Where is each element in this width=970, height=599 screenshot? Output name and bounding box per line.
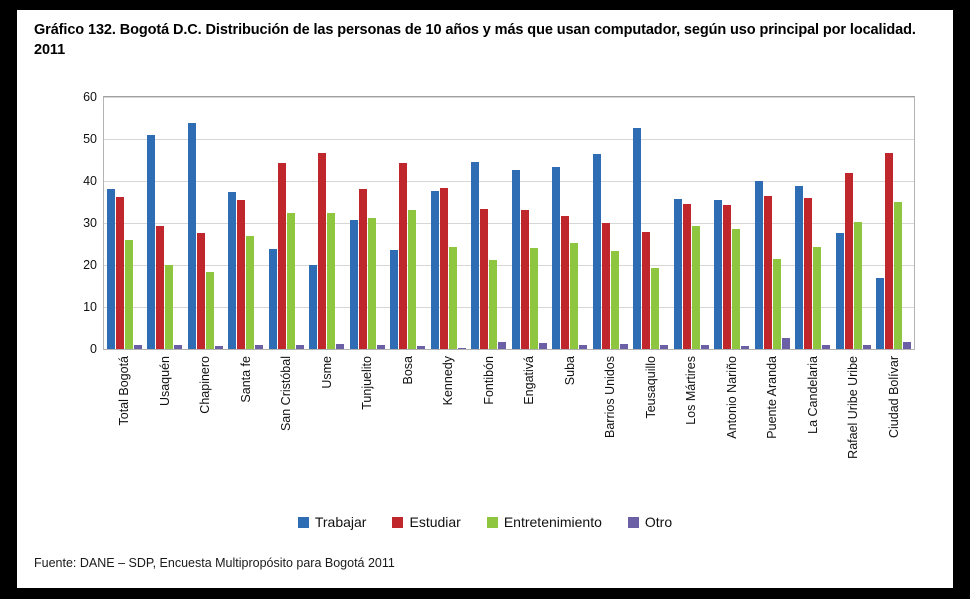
y-axis-tick-label: 30 xyxy=(83,216,97,230)
x-axis-category xyxy=(509,354,550,514)
x-axis-category xyxy=(185,354,226,514)
y-axis-tick-label: 60 xyxy=(83,90,97,104)
bar xyxy=(512,170,520,349)
x-axis-tick-label: Antonio Nariño xyxy=(724,356,739,439)
x-axis-category xyxy=(752,354,793,514)
x-axis-tick-label: Usme xyxy=(319,356,334,389)
bar xyxy=(440,188,448,349)
x-axis-tick-label: Fontibón xyxy=(481,356,496,405)
bar-chart xyxy=(45,82,925,544)
legend-label: Otro xyxy=(644,514,673,530)
bar xyxy=(701,345,709,349)
page-title: Gráfico 132. Bogotá D.C. Distribución de las personas de 10 años y más que usan computador, según uso principal por localidad. 2011 xyxy=(34,22,916,58)
bar-group xyxy=(509,97,550,349)
bar-group xyxy=(428,97,469,349)
x-axis-tick-label: Ciudad Bolívar xyxy=(886,356,901,438)
bar xyxy=(845,173,853,349)
bar xyxy=(741,346,749,349)
bar xyxy=(449,247,457,349)
x-axis-tick-label: Total Bogotá xyxy=(117,356,132,426)
legend-item[interactable] xyxy=(487,514,602,530)
bar xyxy=(539,343,547,349)
bar xyxy=(822,345,830,349)
bar-group xyxy=(793,97,834,349)
bar-group xyxy=(712,97,753,349)
bar xyxy=(552,167,560,349)
bar-group xyxy=(550,97,591,349)
bar xyxy=(498,342,506,349)
y-axis-tick-label: 40 xyxy=(83,174,97,188)
bar xyxy=(377,345,385,349)
x-axis-category xyxy=(104,354,145,514)
bar xyxy=(431,191,439,349)
bar-group xyxy=(833,97,874,349)
bar xyxy=(651,268,659,349)
bar xyxy=(642,232,650,349)
bar-group xyxy=(145,97,186,349)
bar xyxy=(836,233,844,349)
bar xyxy=(206,272,214,349)
bar xyxy=(611,251,619,349)
bar xyxy=(350,220,358,349)
bar xyxy=(156,226,164,349)
legend-label: Entretenimiento xyxy=(503,514,602,530)
bar xyxy=(327,213,335,349)
chart-card xyxy=(17,10,953,588)
x-axis-category xyxy=(833,354,874,514)
x-axis-tick-label: Teusaquillo xyxy=(643,356,658,419)
bar xyxy=(530,248,538,349)
x-axis-category xyxy=(145,354,186,514)
bar-group xyxy=(266,97,307,349)
y-axis-tick-label: 0 xyxy=(90,342,97,356)
bar xyxy=(795,186,803,349)
bar xyxy=(885,153,893,349)
bar xyxy=(732,229,740,349)
bar xyxy=(521,210,529,349)
bar-series-container xyxy=(104,97,914,349)
legend-swatch-icon xyxy=(392,517,403,528)
x-axis-category xyxy=(550,354,591,514)
chart-legend xyxy=(45,514,925,530)
legend-swatch-icon xyxy=(298,517,309,528)
bar xyxy=(188,123,196,349)
bar xyxy=(215,346,223,349)
bar xyxy=(368,218,376,349)
x-axis-tick-label: Kennedy xyxy=(441,356,456,406)
bar xyxy=(336,344,344,349)
bar xyxy=(782,338,790,349)
bar xyxy=(876,278,884,349)
bar xyxy=(107,189,115,349)
legend-item[interactable] xyxy=(628,514,672,530)
x-axis-category xyxy=(590,354,631,514)
bar xyxy=(471,162,479,349)
bar xyxy=(134,345,142,349)
bar xyxy=(399,163,407,349)
bar xyxy=(674,199,682,349)
bar xyxy=(237,200,245,349)
x-axis-category xyxy=(266,354,307,514)
x-axis-tick-label: Barrios Unidos xyxy=(603,356,618,438)
x-axis-category xyxy=(793,354,834,514)
x-axis-categories xyxy=(104,354,914,514)
bar xyxy=(561,216,569,349)
bar-group xyxy=(347,97,388,349)
x-axis-tick-label: Usaquén xyxy=(157,356,172,407)
x-axis-category xyxy=(469,354,510,514)
y-axis-tick-label: 10 xyxy=(83,300,97,314)
bar xyxy=(269,249,277,349)
bar-group xyxy=(631,97,672,349)
bar-group xyxy=(307,97,348,349)
bar-group xyxy=(671,97,712,349)
bar-group xyxy=(185,97,226,349)
bar xyxy=(417,346,425,349)
bar xyxy=(633,128,641,349)
x-axis-category xyxy=(712,354,753,514)
bar xyxy=(723,205,731,349)
bar-group xyxy=(590,97,631,349)
bar-group xyxy=(388,97,429,349)
bar xyxy=(287,213,295,349)
x-axis-tick-label: Puente Aranda xyxy=(765,356,780,439)
x-axis-tick-label: Suba xyxy=(562,356,577,386)
legend-swatch-icon xyxy=(628,517,639,528)
bar xyxy=(593,154,601,349)
bar xyxy=(714,200,722,349)
x-axis-tick-label: Tunjuelito xyxy=(360,356,375,410)
bar xyxy=(894,202,902,349)
bar xyxy=(278,163,286,349)
x-axis-category xyxy=(671,354,712,514)
bar-group xyxy=(469,97,510,349)
legend-label: Trabajar xyxy=(314,514,367,530)
x-axis-tick-label: Rafael Uribe Uribe xyxy=(846,356,861,459)
y-axis-tick-label: 50 xyxy=(83,132,97,146)
bar xyxy=(458,348,466,349)
x-axis-category xyxy=(874,354,915,514)
bar xyxy=(255,345,263,349)
x-axis-category xyxy=(631,354,672,514)
bar xyxy=(116,197,124,349)
source-note: Fuente: DANE – SDP, Encuesta Multipropósito para Bogotá 2011 xyxy=(34,556,395,570)
x-axis-category xyxy=(388,354,429,514)
bar xyxy=(579,345,587,349)
x-axis-category xyxy=(226,354,267,514)
x-axis-tick-label: Santa fe xyxy=(238,356,253,403)
bar-group xyxy=(874,97,915,349)
bar xyxy=(359,189,367,349)
bar xyxy=(480,209,488,349)
bar xyxy=(296,345,304,349)
bar xyxy=(755,181,763,349)
bar-group xyxy=(752,97,793,349)
bar xyxy=(246,236,254,349)
bar xyxy=(602,223,610,349)
y-axis xyxy=(53,90,97,356)
x-axis-tick-label: Bosa xyxy=(400,356,415,385)
bar xyxy=(683,204,691,349)
x-axis-tick-label: La Candelaria xyxy=(805,356,820,434)
bar xyxy=(390,250,398,349)
bar xyxy=(228,192,236,349)
legend-item[interactable] xyxy=(298,514,367,530)
x-axis-tick-label: Chapinero xyxy=(198,356,213,414)
bar xyxy=(408,210,416,349)
bar xyxy=(854,222,862,349)
bar xyxy=(165,265,173,349)
x-axis-tick-label: San Cristóbal xyxy=(279,356,294,432)
x-axis-tick-label: Los Mártires xyxy=(684,356,699,425)
bar xyxy=(147,135,155,349)
bar xyxy=(570,243,578,349)
x-axis-category xyxy=(347,354,388,514)
legend-swatch-icon xyxy=(487,517,498,528)
bar xyxy=(903,342,911,349)
bar xyxy=(804,198,812,349)
bar xyxy=(125,240,133,349)
legend-item[interactable] xyxy=(392,514,460,530)
bar xyxy=(863,345,871,349)
bar xyxy=(197,233,205,349)
y-axis-tick-label: 20 xyxy=(83,258,97,272)
x-axis-category xyxy=(307,354,348,514)
x-axis-category xyxy=(428,354,469,514)
bar xyxy=(620,344,628,349)
bar xyxy=(318,153,326,349)
bar xyxy=(174,345,182,349)
bar xyxy=(309,265,317,349)
x-axis-tick-label: Engativá xyxy=(522,356,537,405)
bar xyxy=(692,226,700,349)
bar xyxy=(489,260,497,349)
bar xyxy=(764,196,772,349)
bar xyxy=(813,247,821,349)
bar xyxy=(773,259,781,349)
legend-label: Estudiar xyxy=(409,514,461,530)
bar xyxy=(660,345,668,349)
bar-group xyxy=(226,97,267,349)
bar-group xyxy=(104,97,145,349)
